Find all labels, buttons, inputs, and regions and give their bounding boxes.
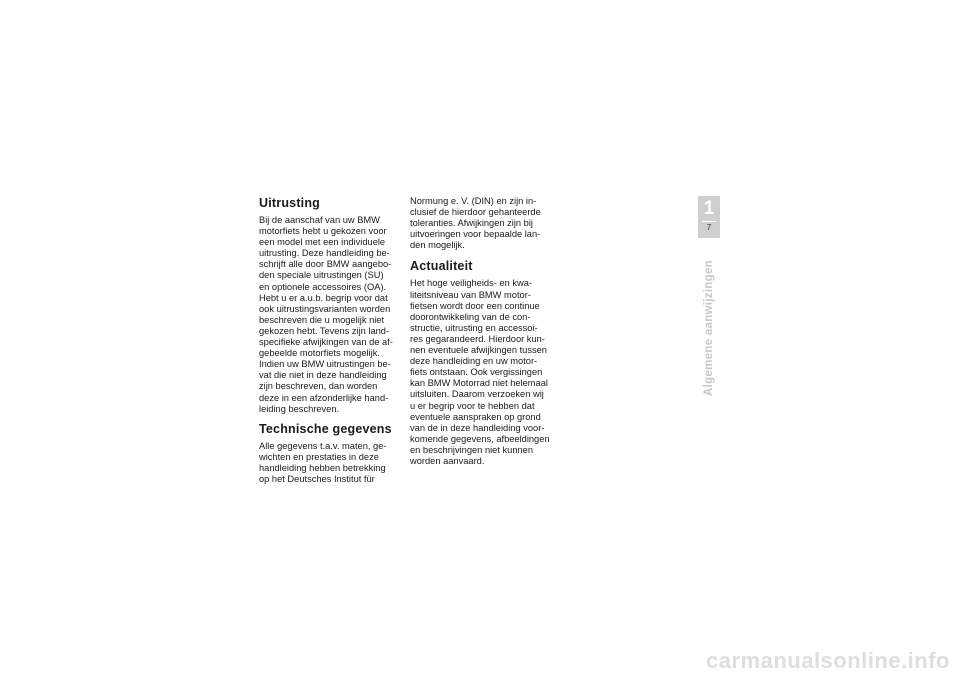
- text-line: Indien uw BMW uitrustingen be-: [259, 359, 391, 370]
- chapter-title-vertical: Algemene aanwijzingen: [703, 259, 715, 397]
- section-title-actualiteit: Actualiteit: [410, 259, 473, 274]
- right-column: [410, 196, 553, 474]
- paragraph-technische-gegevens: [259, 441, 402, 485]
- text-line: uitsluiten. Daarom verzoeken wij: [410, 389, 544, 400]
- text-line: deze in een afzonderlijke hand-: [259, 392, 389, 403]
- section-title-technische-gegevens: Technische gegevens: [259, 421, 392, 436]
- text-line: fiets ontstaan. Ook vergissingen: [410, 367, 543, 378]
- text-line: den speciale uitrustingen (SU): [259, 270, 384, 281]
- text-line: een model met een individuele: [259, 237, 386, 248]
- text-line: deze handleiding en uw motor-: [410, 356, 538, 367]
- text-line: worden aanvaard.: [410, 455, 485, 466]
- text-line: van de in deze handleiding voor-: [410, 422, 545, 433]
- text-line: den mogelijk.: [410, 240, 465, 251]
- section-title-uitrusting: Uitrusting: [259, 196, 321, 210]
- left-column: [259, 196, 402, 492]
- text-line: eventuele aanspraken op grond: [410, 411, 541, 422]
- text-line: kan BMW Motorrad niet helemaal: [410, 378, 548, 389]
- text-line: ook uitrustingsvarianten worden: [259, 303, 391, 314]
- text-line: doorontwikkeling van de con-: [410, 311, 531, 322]
- text-line: fietsen wordt door een continue: [410, 300, 540, 311]
- text-line: nen eventuele afwijkingen tussen: [410, 345, 547, 356]
- text-line: Normung e. V. (DIN) en zijn in-: [410, 196, 537, 206]
- paragraph-uitrusting: [259, 215, 402, 415]
- text-line: uitrusting. Deze handleiding be-: [259, 248, 390, 259]
- text-line: wichten en prestaties in deze: [259, 451, 379, 462]
- text-line: schrijft alle door BMW aangebo-: [259, 259, 392, 270]
- text-line: vat die niet in deze handleiding: [259, 370, 387, 381]
- text-line: u er begrip voor te hebben dat: [410, 400, 535, 411]
- text-line: Hebt u er a.u.b. begrip voor dat: [259, 292, 388, 303]
- watermark: carmanualsonline.info: [706, 648, 950, 673]
- paragraph-actualiteit: [410, 278, 553, 467]
- text-line: uitvoeringen voor bepaalde lan-: [410, 229, 541, 240]
- chapter-number: 1: [703, 198, 715, 219]
- text-line: op het Deutsches Institut für: [259, 473, 375, 484]
- text-line: komende gegevens, afbeeldingen: [410, 433, 550, 444]
- text-line: en beschrijvingen niet kunnen: [410, 444, 534, 455]
- text-line: Bij de aanschaf van uw BMW: [259, 215, 380, 225]
- text-line: zijn beschreven, dan worden: [259, 381, 378, 392]
- text-line: structie, uitrusting en accessoi-: [410, 322, 538, 333]
- text-line: leiding beschreven.: [259, 403, 340, 414]
- paragraph-technische-gegevens-continued: [410, 196, 553, 251]
- text-line: specifieke afwijkingen van de af-: [259, 337, 393, 348]
- text-line: beschreven die u mogelijk niet: [259, 314, 385, 325]
- page-number: 7: [706, 223, 712, 232]
- text-line: motorfiets hebt u gekozen voor: [259, 226, 387, 237]
- chapter-tab-divider: [702, 221, 716, 222]
- text-line: toleranties. Afwijkingen zijn bij: [410, 218, 533, 229]
- text-line: clusief de hierdoor gehanteerde: [410, 207, 541, 218]
- text-line: en optionele accessoires (OA).: [259, 281, 387, 292]
- text-line: handleiding hebben betrekking: [259, 462, 386, 473]
- text-line: liteitsniveau van BMW motor-: [410, 289, 531, 300]
- text-line: res gegarandeerd. Hierdoor kun-: [410, 333, 545, 344]
- text-line: Alle gegevens t.a.v. maten, ge-: [259, 440, 387, 451]
- text-line: gebeelde motorfiets mogelijk.: [259, 348, 380, 359]
- chapter-tab: [698, 196, 720, 238]
- text-line: Het hoge veiligheids- en kwa-: [410, 278, 532, 289]
- text-line: gekozen hebt. Tevens zijn land-: [259, 325, 390, 336]
